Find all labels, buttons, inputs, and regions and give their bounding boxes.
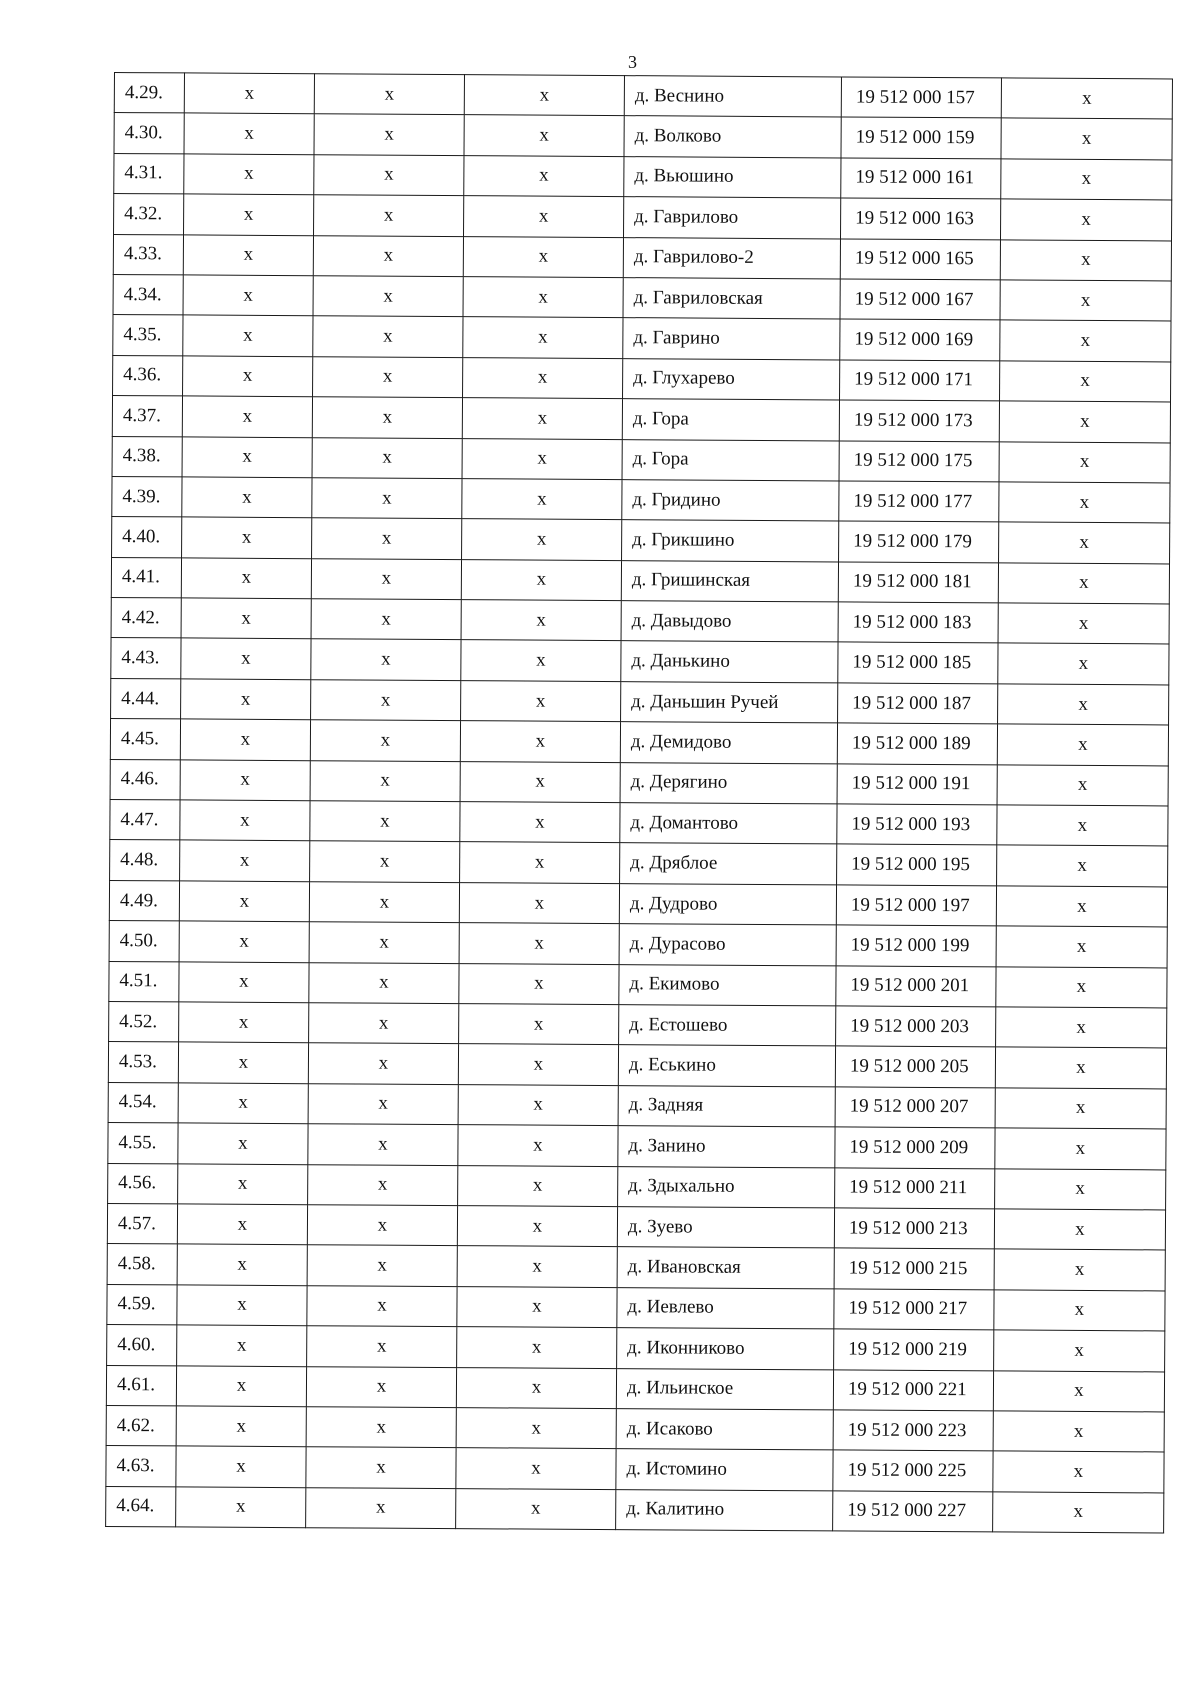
row-number-cell: 4.34. [113,274,183,315]
mark-cell: х [459,1004,619,1045]
settlement-name-cell: д. Дерягино [620,762,837,804]
oktmo-code-cell: 19 512 000 179 [839,521,999,562]
oktmo-code-cell: 19 512 000 221 [833,1369,993,1410]
mark-cell: х [183,356,313,397]
mark-cell: х [995,1047,1166,1088]
row-number-cell: 4.38. [112,436,182,477]
mark-cell: х [994,1209,1165,1250]
mark-cell: х [998,603,1169,644]
table-row [113,234,1171,281]
settlement-name-cell: д. Еськино [618,1045,835,1087]
row-number-cell: 4.64. [106,1486,176,1527]
mark-cell: х [180,840,310,881]
mark-cell: х [1000,280,1171,321]
mark-cell: х [993,1370,1164,1411]
mark-cell: х [459,923,619,964]
mark-cell: х [458,1125,618,1166]
row-number-cell: 4.33. [113,234,183,275]
settlement-name-cell: д. Вьюшино [624,156,841,198]
table-row [107,1325,1165,1372]
mark-cell: х [999,522,1170,563]
mark-cell: х [460,842,620,883]
mark-cell: х [184,194,314,235]
mark-cell: х [176,1446,306,1487]
oktmo-code-cell: 19 512 000 173 [839,400,999,441]
mark-cell: х [184,73,314,114]
settlement-name-cell: д. Давыдово [621,601,838,643]
mark-cell: х [463,277,623,318]
oktmo-code-cell: 19 512 000 157 [841,77,1001,118]
row-number-cell: 4.63. [106,1446,176,1487]
oktmo-code-cell: 19 512 000 215 [834,1248,994,1289]
mark-cell: х [996,926,1167,967]
mark-cell: х [998,643,1169,684]
mark-cell: х [178,1163,308,1204]
row-number-cell: 4.39. [112,476,182,517]
oktmo-code-cell: 19 512 000 223 [833,1410,993,1451]
table-row [107,1284,1165,1331]
table-row [110,800,1168,847]
mark-cell: х [311,680,461,721]
mark-cell: х [1000,199,1171,240]
table-row [108,1163,1166,1210]
mark-cell: х [313,276,463,317]
oktmo-code-cell: 19 512 000 219 [834,1329,994,1370]
oktmo-code-cell: 19 512 000 191 [837,764,997,805]
table-row [114,73,1172,120]
mark-cell: х [307,1326,457,1367]
oktmo-code-cell: 19 512 000 177 [839,481,999,522]
row-number-cell: 4.48. [110,840,180,881]
mark-cell: х [460,721,620,762]
oktmo-code-cell: 19 512 000 187 [838,683,998,724]
oktmo-code-cell: 19 512 000 217 [834,1289,994,1330]
row-number-cell: 4.40. [112,517,182,558]
mark-cell: х [310,760,460,801]
mark-cell: х [994,1290,1165,1331]
table-row [110,840,1168,887]
table-row [111,557,1169,604]
mark-cell: х [995,1128,1166,1169]
mark-cell: х [1001,118,1172,159]
table-row [113,315,1171,362]
row-number-cell: 4.43. [111,638,181,679]
mark-cell: х [311,639,461,680]
table-row [112,517,1170,564]
mark-cell: х [311,599,461,640]
row-number-cell: 4.46. [110,759,180,800]
settlement-name-cell: д. Гаврино [623,318,840,360]
row-number-cell: 4.54. [108,1082,178,1123]
table-row [111,638,1169,685]
mark-cell: х [998,684,1169,725]
table-row [114,194,1172,241]
mark-cell: х [461,559,621,600]
mark-cell: х [307,1205,457,1246]
row-number-cell: 4.50. [109,921,179,962]
mark-cell: х [311,558,461,599]
table-row [109,1001,1167,1048]
page-number: 3 [628,52,637,72]
document-table-wrapper [105,72,1172,1533]
settlement-name-cell: д. Ильинское [616,1368,833,1410]
mark-cell: х [462,479,622,520]
settlement-name-cell: д. Гора [622,399,839,441]
mark-cell: х [462,438,622,479]
settlement-name-cell: д. Дурасово [619,924,836,966]
settlement-name-cell: д. Веснино [624,76,841,118]
mark-cell: х [456,1367,616,1408]
settlement-name-cell: д. Гаврилово [624,197,841,239]
oktmo-code-cell: 19 512 000 171 [840,360,1000,401]
mark-cell: х [314,155,464,196]
settlement-name-cell: д. Гаврилово-2 [623,237,840,279]
mark-cell: х [179,1002,309,1043]
mark-cell: х [995,1088,1166,1129]
mark-cell: х [309,1003,459,1044]
mark-cell: х [464,196,624,237]
mark-cell: х [996,966,1167,1007]
settlement-name-cell: д. Истомино [616,1449,833,1491]
mark-cell: х [307,1285,457,1326]
oktmo-code-cell: 19 512 000 197 [836,885,996,926]
mark-cell: х [993,1411,1164,1452]
oktmo-code-cell: 19 512 000 163 [840,198,1000,239]
oktmo-code-cell: 19 512 000 203 [836,1006,996,1047]
mark-cell: х [180,760,310,801]
mark-cell: х [314,114,464,155]
mark-cell: х [306,1447,456,1488]
row-number-cell: 4.37. [112,396,182,437]
mark-cell: х [181,558,311,599]
mark-cell: х [996,1007,1167,1048]
mark-cell: х [184,113,314,154]
settlement-name-cell: д. Екимово [619,964,836,1006]
oktmo-code-cell: 19 512 000 207 [835,1087,995,1128]
mark-cell: х [461,600,621,641]
mark-cell: х [998,563,1169,604]
mark-cell: х [456,1488,616,1529]
settlement-name-cell: д. Естошево [619,1005,836,1047]
table-row [112,476,1170,523]
mark-cell: х [997,845,1168,886]
mark-cell: х [179,921,309,962]
mark-cell: х [999,441,1170,482]
mark-cell: х [1001,78,1172,119]
mark-cell: х [182,436,312,477]
settlement-name-cell: д. Волково [624,116,841,158]
table-row [106,1405,1164,1452]
mark-cell: х [994,1330,1165,1371]
settlement-name-cell: д. Иевлево [617,1287,834,1329]
row-number-cell: 4.47. [110,800,180,841]
mark-cell: х [1000,361,1171,402]
table-row [111,678,1169,725]
mark-cell: х [184,154,314,195]
mark-cell: х [1000,239,1171,280]
table-row [112,396,1170,443]
mark-cell: х [458,1165,618,1206]
oktmo-code-cell: 19 512 000 199 [836,925,996,966]
mark-cell: х [313,356,463,397]
settlement-name-cell: д. Здыхально [618,1166,835,1208]
mark-cell: х [999,482,1170,523]
mark-cell: х [312,397,462,438]
mark-cell: х [994,1249,1165,1290]
oktmo-code-cell: 19 512 000 167 [840,279,1000,320]
table-row [113,274,1171,321]
oktmo-code-cell: 19 512 000 195 [837,844,997,885]
mark-cell: х [997,805,1168,846]
row-number-cell: 4.41. [111,557,181,598]
mark-cell: х [457,1327,617,1368]
table-row [109,880,1167,927]
mark-cell: х [177,1244,307,1285]
mark-cell: х [181,598,311,639]
table-row [107,1203,1165,1250]
mark-cell: х [464,75,624,116]
row-number-cell: 4.53. [108,1042,178,1083]
settlement-name-cell: д. Гора [622,439,839,481]
oktmo-code-cell: 19 512 000 159 [841,117,1001,158]
settlement-name-cell: д. Дудрово [619,883,836,925]
settlement-name-cell: д. Грикшино [622,520,839,562]
row-number-cell: 4.57. [107,1203,177,1244]
table-row [110,759,1168,806]
mark-cell: х [457,1286,617,1327]
settlement-name-cell: д. Домантово [620,803,837,845]
mark-cell: х [180,719,310,760]
mark-cell: х [310,841,460,882]
table-row [110,719,1168,766]
mark-cell: х [460,761,620,802]
mark-cell: х [993,1451,1164,1492]
mark-cell: х [183,315,313,356]
row-number-cell: 4.58. [107,1244,177,1285]
mark-cell: х [178,1042,308,1083]
oktmo-code-cell: 19 512 000 189 [837,723,997,764]
oktmo-code-cell: 19 512 000 201 [836,966,996,1007]
table-row [108,1082,1166,1129]
settlement-name-cell: д. Демидово [620,722,837,764]
mark-cell: х [999,401,1170,442]
oktmo-code-cell: 19 512 000 193 [837,804,997,845]
mark-cell: х [463,357,623,398]
mark-cell: х [308,1043,458,1084]
oktmo-code-cell: 19 512 000 165 [840,239,1000,280]
oktmo-code-cell: 19 512 000 205 [835,1046,995,1087]
table-row [112,436,1170,483]
mark-cell: х [457,1206,617,1247]
row-number-cell: 4.36. [113,355,183,396]
mark-cell: х [176,1487,306,1528]
oktmo-code-cell: 19 512 000 209 [835,1127,995,1168]
mark-cell: х [459,963,619,1004]
row-number-cell: 4.61. [106,1365,176,1406]
table-row [111,598,1169,645]
oktmo-code-cell: 19 512 000 225 [833,1450,993,1491]
mark-cell: х [464,115,624,156]
mark-cell: х [461,640,621,681]
settlement-name-cell: д. Зуево [617,1207,834,1249]
table-row [106,1446,1164,1493]
mark-cell: х [306,1407,456,1448]
mark-cell: х [312,478,462,519]
mark-cell: х [179,962,309,1003]
row-number-cell: 4.32. [114,194,184,235]
table-row [109,921,1167,968]
oktmo-code-cell: 19 512 000 211 [835,1167,995,1208]
settlement-name-cell: д. Данькино [621,641,838,683]
mark-cell: х [176,1406,306,1447]
mark-cell: х [464,155,624,196]
settlement-name-cell: д. Исаково [616,1408,833,1450]
mark-cell: х [183,275,313,316]
mark-cell: х [997,765,1168,806]
mark-cell: х [178,1123,308,1164]
mark-cell: х [309,962,459,1003]
mark-cell: х [177,1204,307,1245]
mark-cell: х [179,881,309,922]
mark-cell: х [1001,159,1172,200]
mark-cell: х [312,437,462,478]
mark-cell: х [181,679,311,720]
settlement-name-cell: д. Задняя [618,1085,835,1127]
mark-cell: х [181,638,311,679]
mark-cell: х [182,396,312,437]
settlement-name-cell: д. Гавриловская [623,278,840,320]
mark-cell: х [456,1448,616,1489]
mark-cell: х [313,316,463,357]
mark-cell: х [177,1285,307,1326]
mark-cell: х [183,234,313,275]
row-number-cell: 4.60. [107,1325,177,1366]
mark-cell: х [463,236,623,277]
mark-cell: х [463,317,623,358]
mark-cell: х [182,477,312,518]
row-number-cell: 4.62. [106,1405,176,1446]
row-number-cell: 4.56. [108,1163,178,1204]
mark-cell: х [178,1083,308,1124]
row-number-cell: 4.52. [109,1001,179,1042]
settlement-name-cell: д. Занино [618,1126,835,1168]
mark-cell: х [458,1044,618,1085]
oktmo-code-cell: 19 512 000 183 [838,602,998,643]
settlement-name-cell: д. Глухарево [623,358,840,400]
mark-cell: х [314,74,464,115]
table-row [113,355,1171,402]
mark-cell: х [182,517,312,558]
settlements-table [105,72,1173,1534]
mark-cell: х [312,518,462,559]
row-number-cell: 4.35. [113,315,183,356]
mark-cell: х [180,800,310,841]
table-row [109,961,1167,1008]
row-number-cell: 4.51. [109,961,179,1002]
row-number-cell: 4.44. [111,678,181,719]
settlement-name-cell: д. Даньшин Ручей [621,681,838,723]
table-body [106,73,1173,1533]
row-number-cell: 4.29. [114,73,184,114]
mark-cell: х [308,1124,458,1165]
mark-cell: х [1000,320,1171,361]
table-row [108,1123,1166,1170]
mark-cell: х [310,801,460,842]
mark-cell: х [308,1083,458,1124]
mark-cell: х [309,922,459,963]
table-row [106,1486,1164,1533]
table-row [106,1365,1164,1412]
settlement-name-cell: д. Ивановская [617,1247,834,1289]
mark-cell: х [457,1246,617,1287]
mark-cell: х [306,1366,456,1407]
oktmo-code-cell: 19 512 000 227 [833,1491,993,1532]
row-number-cell: 4.45. [110,719,180,760]
mark-cell: х [461,680,621,721]
mark-cell: х [459,882,619,923]
oktmo-code-cell: 19 512 000 185 [838,642,998,683]
table-row [114,153,1172,200]
mark-cell: х [313,235,463,276]
mark-cell: х [310,720,460,761]
settlement-name-cell: д. Калитино [616,1489,833,1531]
mark-cell: х [462,398,622,439]
row-number-cell: 4.59. [107,1284,177,1325]
mark-cell: х [997,724,1168,765]
mark-cell: х [458,1084,618,1125]
row-number-cell: 4.30. [114,113,184,154]
mark-cell: х [993,1492,1164,1533]
table-row [114,113,1172,160]
oktmo-code-cell: 19 512 000 175 [839,440,999,481]
settlement-name-cell: д. Гридино [622,480,839,522]
mark-cell: х [177,1325,307,1366]
mark-cell: х [456,1408,616,1449]
oktmo-code-cell: 19 512 000 181 [838,562,998,603]
mark-cell: х [996,886,1167,927]
oktmo-code-cell: 19 512 000 161 [841,158,1001,199]
mark-cell: х [176,1365,306,1406]
settlement-name-cell: д. Иконниково [617,1328,834,1370]
table-row [108,1042,1166,1089]
oktmo-code-cell: 19 512 000 213 [834,1208,994,1249]
settlement-name-cell: д. Гришинская [621,560,838,602]
mark-cell: х [308,1164,458,1205]
mark-cell: х [306,1487,456,1528]
mark-cell: х [460,802,620,843]
table-row [107,1244,1165,1291]
row-number-cell: 4.42. [111,598,181,639]
mark-cell: х [314,195,464,236]
mark-cell: х [307,1245,457,1286]
mark-cell: х [309,882,459,923]
row-number-cell: 4.49. [109,880,179,921]
row-number-cell: 4.31. [114,153,184,194]
settlement-name-cell: д. Дряблое [620,843,837,885]
mark-cell: х [995,1168,1166,1209]
oktmo-code-cell: 19 512 000 169 [840,319,1000,360]
row-number-cell: 4.55. [108,1123,178,1164]
mark-cell: х [462,519,622,560]
